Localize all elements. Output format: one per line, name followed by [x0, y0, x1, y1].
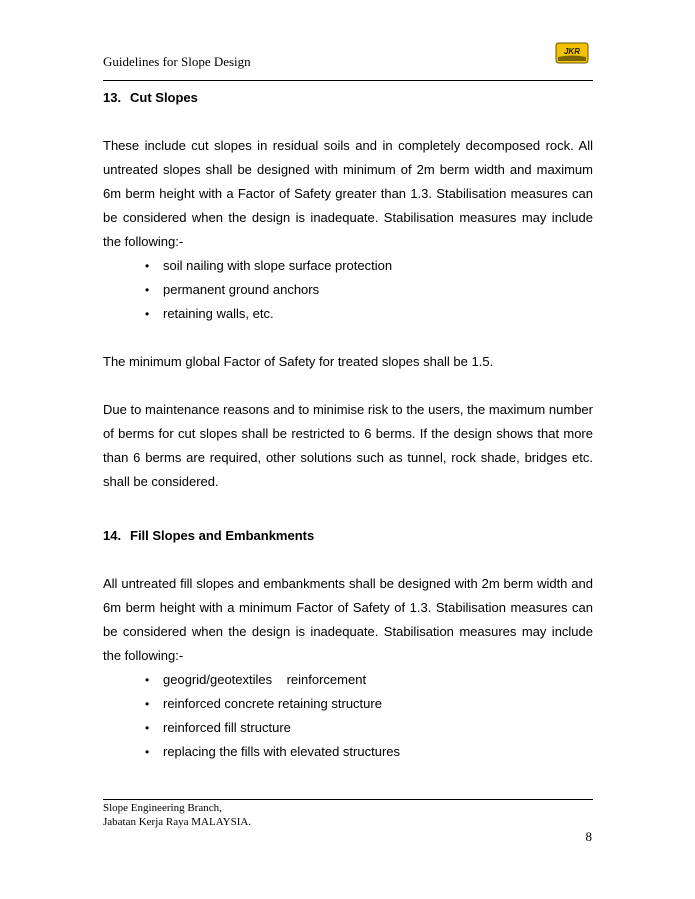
header-title: Guidelines for Slope Design: [103, 54, 251, 69]
list-item: • reinforced concrete retaining structure: [103, 692, 593, 716]
jkr-logo-icon: [555, 42, 589, 64]
header-rule: [103, 80, 593, 81]
section-title: Fill Slopes and Embankments: [130, 528, 315, 543]
list-item: • retaining walls, etc.: [103, 302, 593, 326]
section-heading-cut-slopes: [103, 86, 593, 110]
bullet-icon: •: [145, 745, 150, 759]
footer-department: Jabatan Kerja Raya MALAYSIA.: [103, 816, 252, 828]
list-item: • reinforced fill structure: [103, 716, 593, 740]
section-heading-fill-slopes: [103, 524, 593, 548]
list-item: • soil nailing with slope surface protection: [103, 254, 593, 278]
cut-slopes-paragraph-3: Due to maintenance reasons and to minimise risk to the users, the maximum number of berms for cut slopes shall be restricted to 6 berms. If the design shows that more than 6 berms are required, other solutions such as tunnel, rock shade, bridges etc. shall be considered.: [103, 402, 593, 489]
bullet-icon: •: [145, 283, 150, 297]
section-number: 14.: [103, 528, 122, 543]
section-number: 13.: [103, 90, 122, 105]
page-number: 8: [585, 829, 592, 844]
logo-text: JKR: [563, 47, 581, 56]
cut-slopes-paragraph-1: These include cut slopes in residual soils and in completely decomposed rock. All untreated slopes shall be designed with minimum of 2m berm width and maximum 6m berm height with a Factor of Safety greater than 1.3. Stabilisation measures can be considered when the design is inadequate. Stabilisation measures may include the following:-: [103, 138, 593, 249]
list-item: • permanent ground anchors: [103, 278, 593, 302]
section-title: Cut Slopes: [130, 90, 198, 105]
bullet-icon: •: [145, 259, 150, 273]
list-item: • replacing the fills with elevated structures: [103, 740, 593, 764]
footer-rule: [103, 799, 593, 800]
bullet-icon: •: [145, 673, 150, 687]
cut-slopes-measures-list: [103, 254, 593, 326]
list-item: • geogrid/geotextiles reinforcement: [103, 668, 593, 692]
fill-slopes-paragraph-1: All untreated fill slopes and embankments shall be designed with 2m berm width and 6m berm height with a minimum Factor of Safety of 1.3. Stabilisation measures can be considered when the design is inadequate. Stabilisation measures may include the following:-: [103, 576, 593, 663]
bullet-icon: •: [145, 307, 150, 321]
bullet-icon: •: [145, 721, 150, 735]
footer-branch: Slope Engineering Branch,: [103, 802, 222, 814]
cut-slopes-paragraph-2: The minimum global Factor of Safety for treated slopes shall be 1.5.: [103, 354, 494, 369]
bullet-icon: •: [145, 697, 150, 711]
fill-slopes-measures-list: [103, 668, 593, 764]
page-content: [103, 86, 593, 764]
